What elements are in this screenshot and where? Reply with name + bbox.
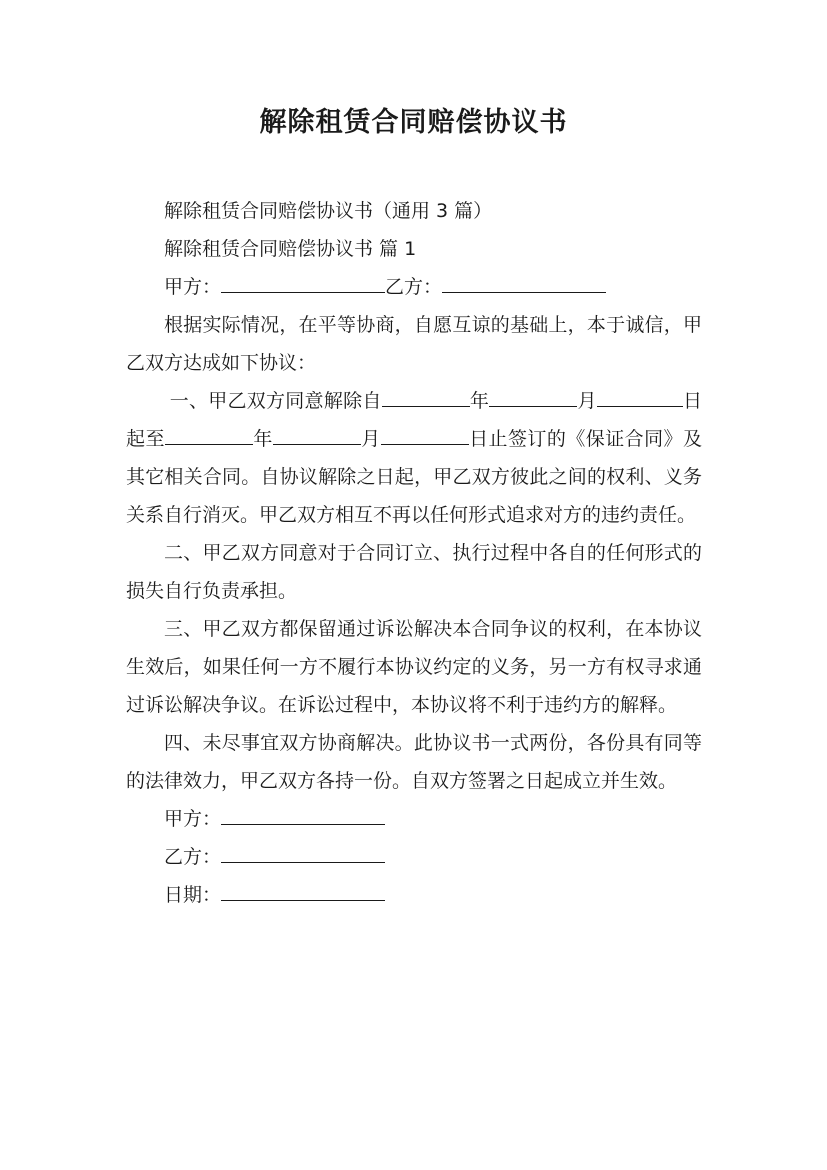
clause-1-prefix: 一、甲乙双方同意解除自 <box>169 390 382 412</box>
year-from-blank <box>382 382 470 407</box>
signature-date-label: 日期： <box>164 884 222 906</box>
clause-2-paragraph: 二、甲乙双方同意对于合同订立、执行过程中各自的任何形式的损失自行负责承担。 <box>126 542 702 602</box>
clause-4-paragraph: 四、未尽事宜双方协商解决。此协议书一式两份，各份具有同等的法律效力，甲乙双方各持一份。自双方签署之日起成立并生效。 <box>126 732 702 792</box>
clause-1-rest: 日止签订的《保证合同》及其它相关合同。自协议解除之日起，甲乙双方彼此之间的权利、义务关系自行消灭。甲乙双方相互不再以任何形式追求对方的违约责任。 <box>126 428 702 526</box>
party-b-label: 乙方： <box>385 276 443 298</box>
month-from-blank <box>489 382 577 407</box>
day-from-blank <box>597 382 683 407</box>
clause-3-paragraph: 三、甲乙双方都保留通过诉讼解决本合同争议的权利，在本协议生效后，如果任何一方不履行本协议约定的义务，另一方有权寻求通过诉讼解决争议。在诉讼过程中，本协议将不利于违约方的解释。 <box>126 618 702 716</box>
signature-party-a <box>126 800 702 838</box>
clause-1-month2: 月 <box>360 428 381 450</box>
signature-party-b-label: 乙方： <box>164 846 222 868</box>
signature-date-blank <box>221 876 385 901</box>
signature-party-a-label: 甲方： <box>164 808 222 830</box>
clause-1-year2: 年 <box>252 428 273 450</box>
signature-party-a-blank <box>221 800 385 825</box>
document-title: 解除租赁合同赔偿协议书 <box>259 107 568 138</box>
year-to-blank <box>165 420 253 445</box>
party-a-label: 甲方： <box>164 276 222 298</box>
month-to-blank <box>273 420 361 445</box>
signature-date <box>126 876 702 914</box>
clause-1-month: 月 <box>577 390 597 412</box>
preamble-paragraph: 根据实际情况，在平等协商，自愿互谅的基础上，本于诚信，甲乙双方达成如下协议： <box>126 314 702 374</box>
party-a-blank <box>221 268 385 293</box>
party-b-blank <box>442 268 606 293</box>
document-body <box>126 192 702 914</box>
signature-party-b <box>126 838 702 876</box>
intro-line: 解除租赁合同赔偿协议书（通用 3 篇） <box>164 200 493 222</box>
signature-party-b-blank <box>221 838 385 863</box>
clause-1-day-from: 日起至 <box>126 390 702 450</box>
clause-1-year: 年 <box>469 390 490 412</box>
day-to-blank <box>381 420 469 445</box>
clause-1-paragraph <box>126 382 702 534</box>
parties-line <box>126 268 702 306</box>
section-heading: 解除租赁合同赔偿协议书 篇 1 <box>164 238 417 260</box>
